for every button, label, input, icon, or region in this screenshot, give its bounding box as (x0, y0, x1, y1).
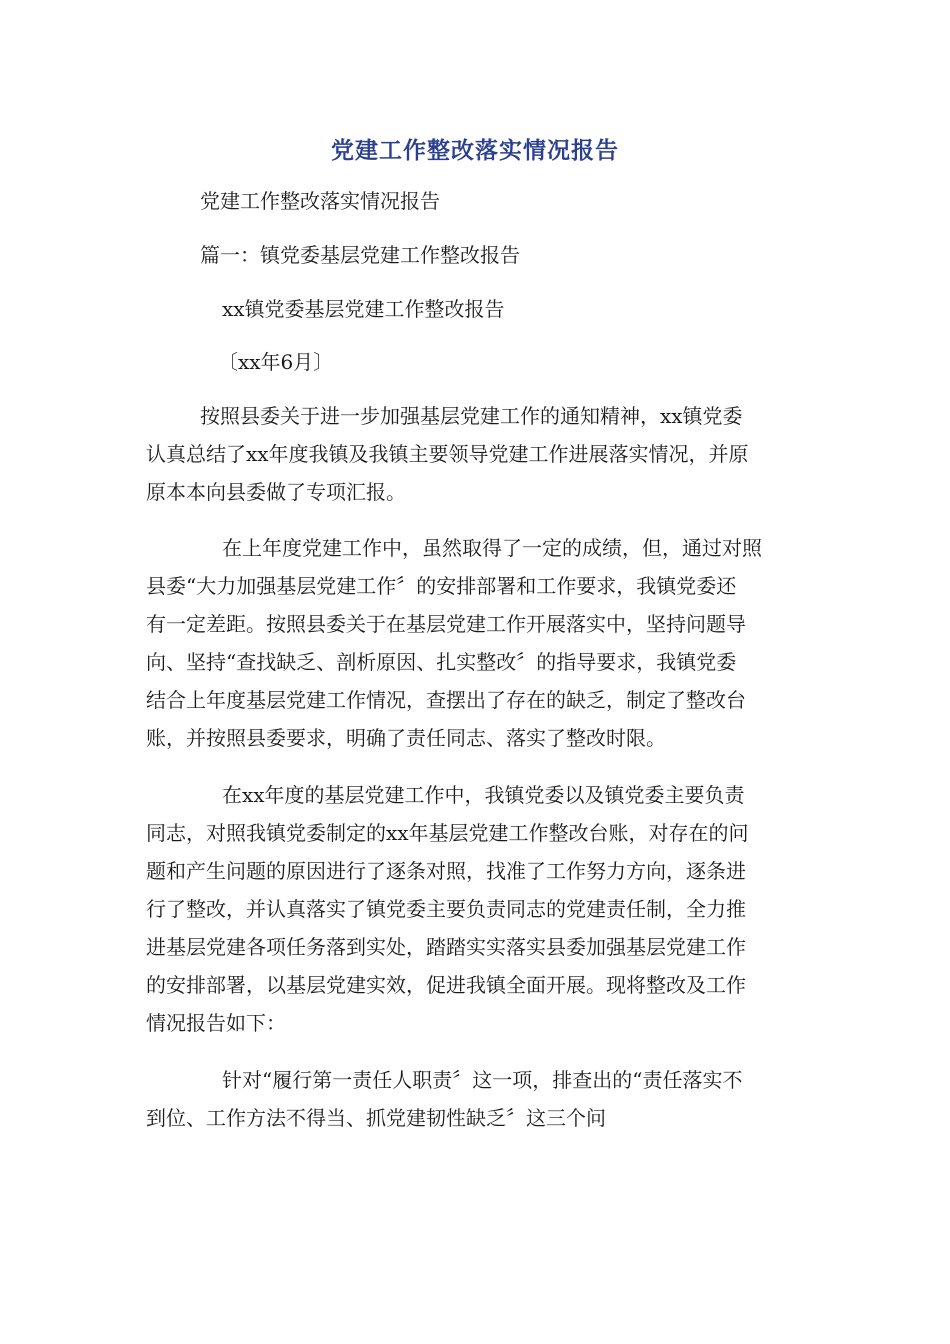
paragraph-line: 题和产生问题的原因进行了逐条对照，找准了工作努力方向，逐条进 (146, 859, 746, 883)
paragraph-line: 有一定差距。按照县委关于在基层党建工作开展落实中，坚持问题导 (146, 612, 746, 636)
paragraph-line: 行了整改，并认真落实了镇党委主要负责同志的党建责任制，全力推 (146, 897, 746, 921)
paragraph-line: 原本本向县委做了专项汇报。 (146, 480, 406, 504)
report-title: xx镇党委基层党建工作整改报告 (222, 297, 505, 321)
subtitle: 党建工作整改落实情况报告 (200, 189, 440, 213)
paragraph-line: 县委“大力加强基层党建工作〞的安排部署和工作要求，我镇党委还 (146, 574, 737, 598)
document-title: 党建工作整改落实情况报告 (331, 138, 619, 164)
paragraph-line: 到位、工作方法不得当、抓党建韧性缺乏〞这三个问 (146, 1106, 606, 1130)
report-date: 〔xx年6月〕 (218, 350, 334, 374)
paragraph-line: 进基层党建各项任务落到实处，踏踏实实落实县委加强基层党建工作 (146, 935, 746, 959)
paragraph-line: 认真总结了xx年度我镇及我镇主要领导党建工作进展落实情况，并原 (146, 442, 749, 466)
paragraph-line: 同志，对照我镇党委制定的xx年基层党建工作整改台账，对存在的问 (146, 821, 749, 845)
paragraph-line: 针对“履行第一责任人职责〞这一项，排查出的“责任落实不 (222, 1068, 743, 1092)
paragraph-line: 情况报告如下： (146, 1011, 286, 1035)
paragraph-line: 按照县委关于进一步加强基层党建工作的通知精神，xx镇党委 (200, 404, 743, 428)
chapter-heading: 篇一：镇党委基层党建工作整改报告 (200, 243, 520, 267)
paragraph-line: 在xx年度的基层党建工作中，我镇党委以及镇党委主要负责 (222, 783, 745, 807)
paragraph-line: 在上年度党建工作中，虽然取得了一定的成绩，但，通过对照 (222, 536, 762, 560)
paragraph-line: 的安排部署，以基层党建实效，促进我镇全面开展。现将整改及工作 (146, 973, 746, 997)
paragraph-line: 账，并按照县委要求，明确了责任同志、落实了整改时限。 (146, 726, 666, 750)
paragraph-line: 结合上年度基层党建工作情况，查摆出了存在的缺乏，制定了整改台 (146, 688, 746, 712)
paragraph-line: 向、坚持“查找缺乏、剖析原因、扎实整改〞的指导要求，我镇党委 (146, 650, 737, 674)
